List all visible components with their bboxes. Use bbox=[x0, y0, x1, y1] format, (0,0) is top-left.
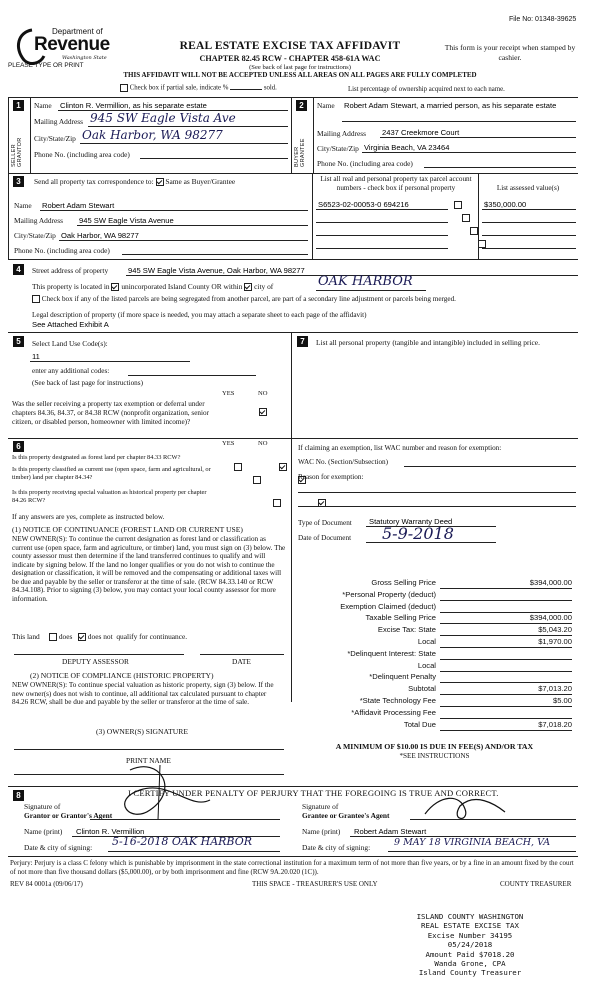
grantor-date-city[interactable]: 5-16-2018 OAK HARBOR bbox=[112, 835, 253, 848]
same-as-buyer-checkbox[interactable] bbox=[156, 178, 164, 186]
assessed-heading: List assessed value(s) bbox=[496, 184, 560, 192]
fee-value[interactable]: $5.00 bbox=[440, 696, 572, 707]
does-not-checkbox[interactable] bbox=[78, 633, 86, 641]
historic-yes-checkbox[interactable] bbox=[273, 499, 281, 507]
see-instructions-note: *SEE INSTRUCTIONS bbox=[399, 752, 470, 760]
city-of-handwritten[interactable]: OAK HARBOR bbox=[318, 274, 413, 289]
fee-label: Total Due bbox=[403, 719, 436, 729]
grantor-print-name[interactable]: Clinton R. Vermillion bbox=[76, 827, 145, 836]
see-back-note: (See back of last page for instructions) bbox=[249, 64, 351, 71]
personal-property-label: List all personal property (tangible and intangible) included in selling price. bbox=[316, 338, 540, 347]
forest-question: Is this property designated as forest land per chapter 84.33 RCW? bbox=[12, 454, 181, 461]
owner-signature-label: (3) OWNER(S) SIGNATURE bbox=[96, 727, 188, 736]
buyer-name[interactable]: Robert Adam Stewart, a married person, as his separate estate bbox=[344, 101, 557, 110]
not-accepted-note: THIS AFFIDAVIT WILL NOT BE ACCEPTED UNLESS ALL AREAS ON ALL PAGES ARE FULLY COMPLETED bbox=[123, 71, 477, 79]
seller-mail[interactable]: 945 SW Eagle Vista Ave bbox=[90, 111, 236, 125]
grantee-date-city[interactable]: 9 MAY 18 VIRGINIA BEACH, VA bbox=[394, 837, 551, 848]
fee-label: *Delinquent Penalty bbox=[369, 672, 436, 682]
grantee-agent-label: Grantee or Grantee's Agent bbox=[302, 811, 390, 820]
section-8-badge: 8 bbox=[13, 790, 24, 801]
seller-phone-label: Phone No. (including area code) bbox=[34, 150, 130, 159]
deputy-assessor-label: DEPUTY ASSESSOR bbox=[62, 657, 129, 666]
personal-property-checkbox[interactable] bbox=[454, 201, 462, 209]
exemption-heading: If claiming an exemption, list WAC number and reason for exemption: bbox=[298, 444, 502, 452]
stamp-line: ISLAND COUNTY WASHINGTON bbox=[416, 912, 524, 921]
county-treasurer-label: COUNTY TREASURER bbox=[500, 880, 572, 888]
grantor-agent-label: Grantor or Grantor's Agent bbox=[24, 811, 113, 820]
grantee-print-name[interactable]: Robert Adam Stewart bbox=[354, 827, 427, 836]
grantor-name-label: Name (print) bbox=[24, 827, 63, 836]
seller-city-label: City/State/Zip bbox=[34, 134, 76, 143]
stamp-line: 05/24/2018 bbox=[447, 940, 493, 950]
fee-value[interactable]: $7,013.20 bbox=[440, 684, 572, 695]
fee-value[interactable]: $394,000.00 bbox=[440, 578, 572, 589]
compliance-text: NEW OWNER(S): To continue special valuation as historic property, sign (3) below. If the new owner(s) does not wish to continue, all additional tax calculated pursuant to chapter 84.26 RCW, shall be due and payable by the seller or transferor at the time of sale. bbox=[12, 681, 274, 706]
section-4-badge: 4 bbox=[13, 264, 24, 275]
fee-value[interactable]: $394,000.00 bbox=[440, 613, 572, 624]
street-label: Street address of property bbox=[32, 266, 109, 275]
print-name-label: PRINT NAME bbox=[126, 756, 171, 765]
historic-question: Is this property receiving special valuation as historical property per chapter 84.26 RCW? bbox=[12, 489, 207, 504]
doc-type-label: Type of Document bbox=[298, 519, 352, 527]
current-use-question: Is this property classified as current use (open space, farm and agricultural, or timber) land per chapter 84.34? bbox=[12, 466, 211, 481]
fee-value[interactable] bbox=[440, 602, 572, 613]
fee-value[interactable]: $1,970.00 bbox=[440, 637, 572, 648]
continuance-row: This land does does not qualify for continuance. bbox=[12, 632, 188, 641]
correspondence-row: Send all property tax correspondence to: Same as Buyer/Grantee bbox=[34, 177, 236, 186]
buyer-mail-label: Mailing Address bbox=[317, 129, 367, 138]
deputy-date-label: DATE bbox=[232, 657, 251, 666]
continuance-title: (1) NOTICE OF CONTINUANCE (FOREST LAND OR CURRENT USE) bbox=[12, 525, 243, 534]
please-type: PLEASE TYPE OR PRINT bbox=[8, 62, 84, 69]
current-use-yes-checkbox[interactable] bbox=[253, 476, 261, 484]
wac-label: WAC No. (Section/Subsection) bbox=[298, 458, 389, 466]
stamp-line: REAL ESTATE EXCISE TAX bbox=[421, 921, 519, 931]
forest-yes-checkbox[interactable] bbox=[234, 463, 242, 471]
fee-label: Excise Tax: State bbox=[377, 625, 436, 635]
stamp-line: Amount Paid $7018.20 bbox=[425, 949, 515, 959]
fee-value[interactable] bbox=[440, 590, 572, 601]
location-row: This property is located in unincorporated Island County OR within city of bbox=[32, 282, 274, 291]
personal-property-checkbox[interactable] bbox=[462, 214, 470, 222]
corr-phone-label: Phone No. (including area code) bbox=[14, 246, 110, 255]
fee-value[interactable] bbox=[440, 649, 572, 660]
segregation-row: Check box if any of the listed parcels are being segregated from another parcel, are part of a secondary line adjustment or parcels being merged. bbox=[32, 295, 456, 303]
ownership-pct-note: List percentage of ownership acquired next to each name. bbox=[348, 86, 505, 93]
fee-label: *State Technology Fee bbox=[359, 696, 436, 705]
minimum-due-note: A MINIMUM OF $10.00 IS DUE IN FEE(S) AND/OR TAX bbox=[335, 742, 534, 751]
fee-label: *Delinquent Interest: State bbox=[347, 648, 436, 658]
exempt-no-checkbox[interactable] bbox=[259, 408, 267, 416]
seller-name-label: Name bbox=[34, 101, 52, 110]
section-7-badge: 7 bbox=[297, 336, 308, 347]
fee-label: *Personal Property (deduct) bbox=[342, 589, 436, 599]
land-use-code[interactable]: 11 bbox=[32, 352, 40, 361]
fee-value[interactable] bbox=[440, 708, 572, 719]
section-5-badge: 5 bbox=[13, 336, 24, 347]
exemption-reason-label: Reason for exemption: bbox=[298, 473, 364, 481]
section-2-badge: 2 bbox=[296, 100, 307, 111]
if-yes-note: If any answers are yes, complete as instructed below. bbox=[12, 513, 165, 521]
corr-mail[interactable]: 945 SW Eagle Vista Avenue bbox=[79, 216, 174, 225]
seller-side-label: SELLER GRANTOR bbox=[11, 137, 23, 167]
section-1-badge: 1 bbox=[13, 100, 24, 111]
legal-desc-value[interactable]: See Attached Exhibit A bbox=[32, 320, 109, 329]
dor-logo: Department of Revenue Washington State bbox=[10, 26, 120, 68]
file-number: File No: 01348-39625 bbox=[509, 16, 577, 23]
grantee-name-label: Name (print) bbox=[302, 827, 341, 836]
buyer-phone-label: Phone No. (including area code) bbox=[317, 159, 413, 168]
form-subtitle: CHAPTER 82.45 RCW - CHAPTER 458-61A WAC bbox=[199, 54, 381, 63]
partial-sale-checkbox[interactable] bbox=[120, 84, 128, 92]
fee-label: Local bbox=[417, 660, 436, 670]
unincorporated-checkbox[interactable] bbox=[111, 283, 119, 291]
fee-label: Taxable Selling Price bbox=[365, 613, 436, 623]
land-use-see-back: (See back of last page for instructions) bbox=[32, 379, 143, 387]
form-revision: REV 84 0001a (09/06/17) bbox=[10, 880, 83, 888]
assessed-value[interactable]: $350,000.00 bbox=[484, 200, 527, 209]
fee-label: Exemption Claimed (deduct) bbox=[340, 601, 436, 611]
fee-label: *Affidavit Processing Fee bbox=[351, 707, 436, 717]
forest-no-checkbox[interactable] bbox=[279, 463, 287, 471]
buyer-city-label: City/State/Zip bbox=[317, 144, 359, 153]
exemption-question: Was the seller receiving a property tax exemption or deferral under chapters 84.36, 84.37, or 84.38 RCW (nonprofit organization, senior citizen, or disabled person, homeowner with limited income)? bbox=[12, 400, 209, 426]
parcels-heading: List all real and personal property tax parcel account numbers - check box if personal property bbox=[320, 175, 472, 192]
certify-statement: I CERTIFY UNDER PENALTY OF PERJURY THAT THE FOREGOING IS TRUE AND CORRECT. bbox=[128, 788, 499, 798]
stamp-line: Island County Treasurer bbox=[418, 968, 522, 978]
street-address[interactable]: 945 SW Eagle Vista Avenue, Oak Harbor, WA 98277 bbox=[128, 266, 305, 275]
partial-sale-row: Check box if partial sale, indicate % sold. bbox=[120, 84, 277, 92]
treasurer-stamp bbox=[390, 912, 550, 978]
buyer-mail[interactable]: 2437 Creekmore Court bbox=[382, 128, 460, 137]
grantee-date-label: Date & city of signing: bbox=[302, 843, 371, 852]
grantor-date-label: Date & city of signing: bbox=[24, 843, 93, 852]
corr-city[interactable]: Oak Harbor, WA 98277 bbox=[61, 231, 139, 240]
legal-desc-label: Legal description of property (if more space is needed, you may attach a separate sheet to each page of the affidavit) bbox=[32, 311, 367, 319]
additional-codes-label: enter any additional codes: bbox=[32, 367, 110, 375]
city-of-checkbox[interactable] bbox=[244, 283, 252, 291]
seller-name[interactable]: Clinton R. Vermillion, as his separate estate bbox=[60, 101, 207, 110]
parcel-account[interactable]: S6523-02-00053-0 694216 bbox=[318, 200, 409, 209]
treasurer-use-label: THIS SPACE - TREASURER'S USE ONLY bbox=[252, 880, 378, 888]
fee-value[interactable] bbox=[440, 672, 572, 683]
perjury-notice: Perjury: Perjury is a class C felony which is punishable by imprisonment in the state correctional institution for a maximum term of not more than five years, or by a fine in an amount fixed by the court of not more than five thousand dollars ($5,000.00), or by both imprisonment and fine (RCW 9A.20.020 (1C)). bbox=[10, 859, 574, 876]
section-6-badge: 6 bbox=[13, 441, 24, 452]
form-title: REAL ESTATE EXCISE TAX AFFIDAVIT bbox=[179, 40, 401, 52]
receipt-note: This form is your receipt when stamped by cashier. bbox=[444, 43, 576, 62]
corr-city-label: City/State/Zip bbox=[14, 231, 56, 240]
grantor-sig-label: Signature of bbox=[24, 802, 61, 811]
personal-property-checkbox[interactable] bbox=[470, 227, 478, 235]
fee-value[interactable] bbox=[440, 661, 572, 672]
stamp-line: Wanda Grone, CPA bbox=[434, 959, 506, 969]
section-3-badge: 3 bbox=[13, 176, 24, 187]
continuance-text: NEW OWNER(S): To continue the current designation as forest land or classification as current use (open space, farm and agriculture, or timber) land, you must sign on (3) below. The county assessor must then determine if the land transferred continues to qualify and will indicate by signing below. If the land no longer qualifies or you do not wish to continue the designation or classification, it will be removed and the compensating or additional taxes will be due and payable by the seller or transferor at the time of sale. (RCW 84.33.140 or RCW 84.34.108). Prior to signing (3) below, you may contact your local county assessor for more information. bbox=[12, 535, 286, 603]
corr-mail-label: Mailing Address bbox=[14, 216, 64, 225]
doc-type[interactable]: Statutory Warranty Deed bbox=[369, 517, 453, 526]
doc-date-handwritten[interactable]: 5-9-2018 bbox=[382, 524, 454, 543]
fee-label: Gross Selling Price bbox=[371, 578, 436, 587]
does-checkbox[interactable] bbox=[49, 633, 57, 641]
seller-mail-label: Mailing Address bbox=[34, 117, 84, 126]
grantee-sig-label: Signature of bbox=[302, 802, 339, 811]
land-use-label: Select Land Use Code(s): bbox=[32, 339, 108, 348]
corr-name-label: Name bbox=[14, 201, 32, 210]
seller-city[interactable]: Oak Harbor, WA 98277 bbox=[82, 128, 223, 142]
segregated-checkbox[interactable] bbox=[32, 295, 40, 303]
buyer-side-label: BUYER GRANTEE bbox=[294, 138, 306, 167]
fee-value[interactable]: $7,018.20 bbox=[440, 720, 572, 731]
stamp-line: Excise Number 34195 bbox=[427, 930, 513, 940]
buyer-name-label: Name bbox=[317, 101, 335, 110]
corr-name[interactable]: Robert Adam Stewart bbox=[42, 201, 115, 210]
buyer-city[interactable]: Virginia Beach, VA 23464 bbox=[364, 143, 450, 152]
fee-value[interactable]: $5,043.20 bbox=[440, 625, 572, 636]
fee-label: Local bbox=[417, 637, 436, 646]
compliance-title: (2) NOTICE OF COMPLIANCE (HISTORIC PROPERTY) bbox=[30, 671, 214, 680]
fee-label: Subtotal bbox=[408, 684, 436, 694]
doc-date-label: Date of Document bbox=[298, 534, 352, 542]
